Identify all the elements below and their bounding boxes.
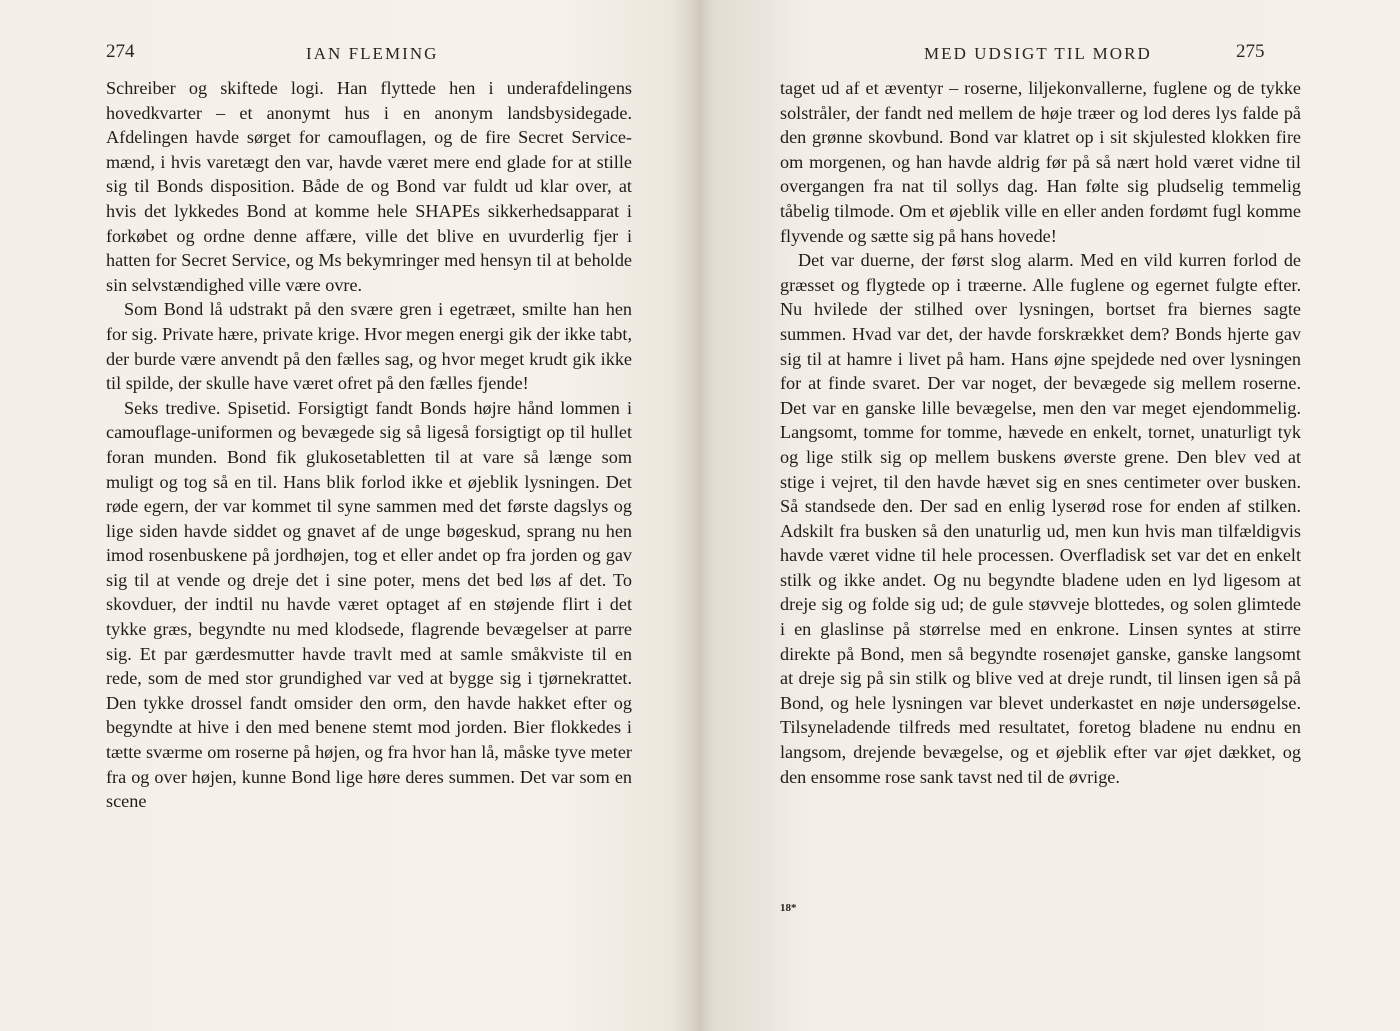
paragraph: taget ud af et æventyr – roserne, liljekonvallerne, fuglene og de tykke solstråler, der fandt ned mellem de høje træer og lod deres lys falde på den grønne skovbund. Bond var klatret op i sit skjulested klokken fire om morgenen, og han havde aldrig før på så nært hold været vidne til overgangen fra nat til sollys dag. Han følte sig pludselig temmelig tåbelig tilmode. Om et øjeblik ville en eller anden fordømt fugl komme flyvende og sætte sig på hans hovede! [780,78,1301,246]
page-text [106,76,632,814]
page-number: 274 [106,41,135,62]
paragraph: Seks tredive. Spisetid. Forsigtigt fandt Bonds højre hånd lommen i camouflage-uniformen og bevægede sig så ligeså forsigtigt op til hullet foran munden. Bond fik glukosetabletten til at vare så længe som muligt og tog så en til. Hans blik forlod ikke et øjeblik lysningen. Det røde egern, der var kommet til syne sammen med det første dagslys og lige siden havde siddet og gnavet af de unge bøgeskud, sprang nu hen imod rosenbuskene på jordhøjen, tog et eller andet op fra jorden og gav sig til at vende og dreje det i sine poter, mens det bed løs af det. To skovduer, der indtil nu havde været optaget af en støjende flirt i det tykke græs, begyndte nu med klodsede, flagrende bevægelser at parre sig. Et par gærdesmutter havde travlt med at samle småkviste til en rede, som de med stor grundighed var ved at bygge sig i tjørnekrattet. Den tykke drossel fandt omsider den orm, den havde hakket efter og begyndte at hive i den med benene stemt mod jorden. Bier flokkedes i tætte sværme om roserne på højen, og fra hvor han lå, måske tyve meter fra og over højen, kunne Bond lige høre deres summen. Det var som en scene [106,397,632,812]
page-number: 275 [1236,41,1265,62]
signature-mark: 18* [780,902,797,914]
page-text [780,76,1301,789]
running-head: IAN FLEMING [306,44,439,63]
running-head: MED UDSIGT TIL MORD [924,44,1152,63]
paragraph: Som Bond lå udstrakt på den svære gren i egetræet, smilte han hen for sig. Private hære, private krige. Hvor megen energi gik der ikke tabt, der burde være anvendt på den fælles sag, og hvor meget krudt gik ikke til spilde, der skulle have været ofret på den fælles fjende! [106,299,632,394]
left-page [0,0,690,1031]
paragraph: Det var duerne, der først slog alarm. Med en vild kurren forlod de græsset og flygtede op i træerne. Alle fuglene og egernet fulgte efter. Nu hvilede der stilhed over lysningen, bortset fra biernes sagte summen. Hvad var det, der havde forskrækket dem? Bonds hjerte gav sig til at hamre i livet på ham. Hans øjne spejdede ned over lysningen for at finde svaret. Der var noget, der bevægede sig mellem roserne. Det var en ganske lille bevægelse, men den var meget ejendommelig. Langsomt, tomme for tomme, hævede en enkelt, tornet, unaturligt tyk og lige stilk sig op mellem buskens øverste grene. Den blev ved at stige i vejret, til den havde hævet sig en snes centimeter over busken. Så standsede den. Der sad en enlig lyserød rose for enden af stilken. Adskilt fra busken så den unaturlig ud, men kun hvis man tilfældigvis havde været vidne til hele processen. Overfladisk set var det en enkelt stilk og ikke andet. Og nu begyndte bladene uden en lyd ligesom at dreje sig og folde sig ud; de gule støvveje blottedes, og solen glimtede i en glaslinse på størrelse med en enkrone. Linsen syntes at stirre direkte på Bond, men så begyndte rosenøjet ganske, ganske langsomt at dreje sig på sin stilk og blive ved at dreje rundt, til linsen igen så på Bond, og hele lysningen var blevet underkastet en nøje undersøgelse. Tilsyneladende tilfreds med resultatet, foretog bladene nu endnu en langsom, drejende bevægelse, og et øjeblik efter var øjet dækket, og den ensomme rose sank tavst ned til de øvrige. [780,250,1301,787]
paragraph: Schreiber og skiftede logi. Han flyttede hen i underafdelingens hovedkvarter – et anonymt hus i en anonym landsbysidegade. Afdelingen havde sørget for camouflagen, og de fire Secret Service-mænd, i hvis varetægt den var, havde været mere end glade for at stille sig til Bonds disposition. Både de og Bond var fuldt ud klar over, at hvis det lykkedes Bond at komme hele SHAPEs sikkerhedsapparat i forkøbet og ordne denne affære, ville det blive en uvurderlig fjer i hatten for Secret Service, og Ms bekymringer med hensyn til at beholde sin selvstændighed ville være ovre. [106,78,632,295]
